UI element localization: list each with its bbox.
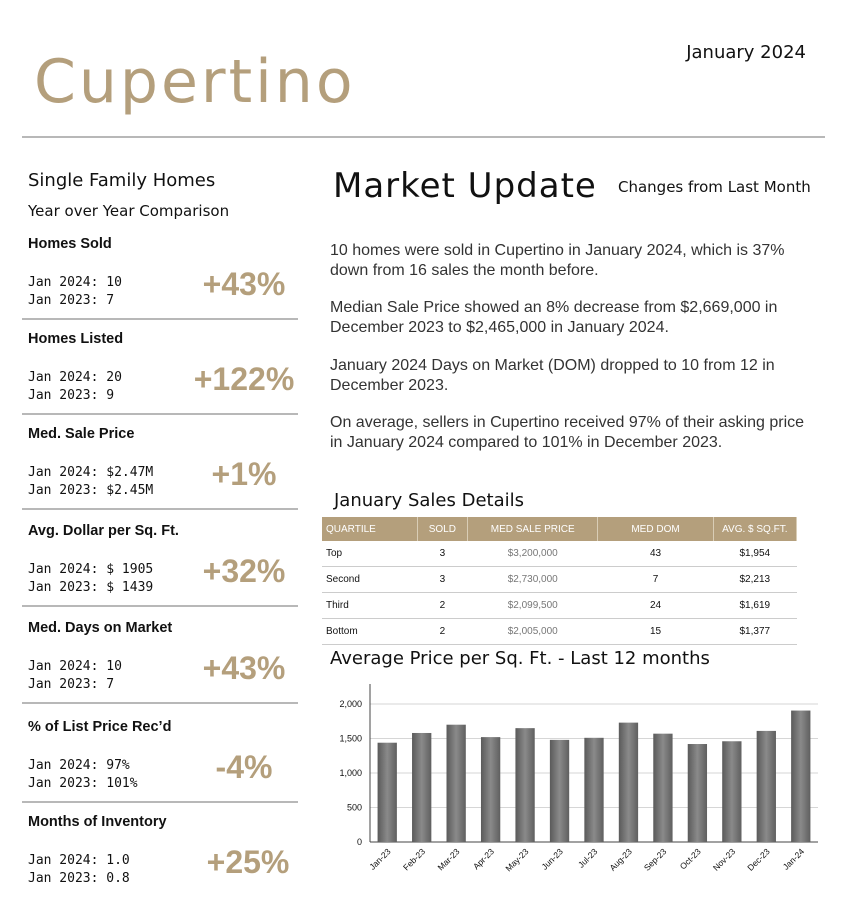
- report-date: January 2024: [686, 42, 806, 63]
- table-cell: $2,213: [713, 567, 796, 593]
- market-paragraph: January 2024 Days on Market (DOM) dropped to 10 from 12 in December 2023.: [330, 357, 775, 394]
- bar: [447, 725, 466, 842]
- bar: [584, 738, 603, 842]
- x-tick-label: Jan-23: [367, 846, 393, 872]
- metric-divider: [22, 508, 298, 510]
- table-row: [322, 541, 797, 567]
- metric-current: Jan 2024: 20: [28, 370, 122, 385]
- table-cell: Second: [322, 567, 417, 593]
- metric-previous: Jan 2023: 101%: [28, 776, 138, 791]
- metric-change: -4%: [215, 749, 273, 785]
- metric-current: Jan 2024: $ 1905: [28, 562, 154, 577]
- table-row: [322, 593, 797, 619]
- y-tick-label: 2,000: [339, 699, 362, 709]
- x-tick-label: Dec-23: [745, 846, 772, 873]
- market-update-subtitle: Changes from Last Month: [618, 178, 811, 196]
- table-cell: $2,730,000: [468, 567, 598, 593]
- metric-block: [22, 331, 298, 415]
- table-cell: $1,619: [713, 593, 796, 619]
- metric-current: Jan 2024: 10: [28, 659, 122, 674]
- table-cell: 3: [417, 567, 467, 593]
- metric-title: Med. Days on Market: [28, 620, 173, 636]
- table-row: [322, 619, 797, 645]
- metric-divider: [22, 605, 298, 607]
- bar: [550, 740, 569, 842]
- sales-details-table: [322, 517, 797, 645]
- metric-block: [22, 719, 298, 803]
- metric-change: +43%: [202, 650, 286, 686]
- metric-block: [22, 620, 298, 704]
- metric-previous: Jan 2023: $ 1439: [28, 580, 154, 595]
- metric-title: Months of Inventory: [28, 814, 167, 830]
- x-tick-label: Aug-23: [607, 846, 634, 873]
- metric-title: Med. Sale Price: [28, 426, 135, 442]
- table-cell: 2: [417, 619, 467, 645]
- table-cell: $3,200,000: [468, 541, 598, 567]
- table-cell: Third: [322, 593, 417, 619]
- col-header: MED SALE PRICE: [468, 517, 598, 541]
- metric-change: +32%: [202, 553, 286, 589]
- x-tick-label: Sep-23: [641, 846, 669, 873]
- x-tick-label: Jan-24: [780, 846, 807, 872]
- x-tick-label: Oct-23: [677, 846, 703, 872]
- x-tick-label: Apr-23: [470, 846, 497, 872]
- y-tick-label: 1,000: [339, 768, 362, 778]
- metric-block: [22, 426, 298, 510]
- bar: [653, 734, 672, 842]
- market-paragraph: Median Sale Price showed an 8% decrease from $2,669,000 in December 2023 to $2,465,000 in January 2024.: [330, 299, 778, 336]
- bar: [757, 731, 776, 842]
- metric-block: [22, 814, 298, 898]
- x-tick-label: Nov-23: [710, 846, 738, 873]
- header-divider: [22, 136, 825, 138]
- metric-block: [22, 236, 298, 320]
- y-tick-label: 500: [346, 802, 362, 813]
- property-type: Single Family Homes: [28, 170, 216, 191]
- metric-previous: Jan 2023: $2.45M: [28, 483, 154, 498]
- metric-previous: Jan 2023: 7: [28, 677, 115, 692]
- table-cell: $2,099,500: [468, 593, 598, 619]
- bar: [481, 737, 500, 842]
- metric-change: +43%: [202, 266, 286, 302]
- metric-current: Jan 2024: $2.47M: [28, 465, 154, 480]
- table-cell: $1,954: [713, 541, 796, 567]
- metric-title: Homes Sold: [28, 236, 112, 252]
- metric-current: Jan 2024: 1.0: [28, 853, 130, 868]
- x-tick-label: May-23: [503, 846, 531, 874]
- x-tick-label: Feb-23: [400, 846, 428, 873]
- table-cell: 2: [417, 593, 467, 619]
- y-tick-label: 1,500: [339, 733, 362, 744]
- y-tick-label: 0: [356, 837, 362, 847]
- table-cell: 15: [598, 619, 713, 645]
- market-paragraph: On average, sellers in Cupertino received 97% of their asking price in January 2024 compared to 101% in December 2023.: [330, 414, 805, 451]
- metric-title: % of List Price Rec’d: [28, 719, 172, 735]
- table-cell: $1,377: [713, 619, 796, 645]
- bar: [722, 741, 741, 842]
- metric-change: +25%: [206, 844, 290, 880]
- table-cell: 43: [598, 541, 713, 567]
- bar: [515, 728, 534, 842]
- table-cell: $2,005,000: [468, 619, 598, 645]
- bar: [378, 743, 397, 842]
- metric-divider: [22, 801, 298, 803]
- city-title: Cupertino: [34, 47, 356, 117]
- metric-block: [22, 523, 298, 607]
- table-row: [322, 567, 797, 593]
- table-cell: 7: [598, 567, 713, 593]
- col-header: SOLD: [417, 517, 467, 541]
- chart-title: Average Price per Sq. Ft. - Last 12 months: [330, 648, 710, 669]
- bar: [412, 733, 431, 842]
- metric-title: Avg. Dollar per Sq. Ft.: [28, 523, 179, 539]
- col-header: MED DOM: [598, 517, 713, 541]
- metric-divider: [22, 702, 298, 704]
- table-header-row: [322, 517, 797, 541]
- bar: [791, 711, 810, 842]
- col-header: QUARTILE: [322, 517, 417, 541]
- table-cell: 24: [598, 593, 713, 619]
- sales-details-title: January Sales Details: [334, 490, 524, 511]
- market-update-title: Market Update: [333, 166, 597, 206]
- x-tick-label: Jul-23: [575, 846, 600, 870]
- bar: [688, 744, 707, 842]
- metric-previous: Jan 2023: 0.8: [28, 871, 130, 886]
- metric-previous: Jan 2023: 7: [28, 293, 115, 308]
- comparison-label: Year over Year Comparison: [28, 202, 230, 220]
- x-tick-label: Jun-23: [539, 846, 565, 872]
- metric-change: +1%: [211, 456, 277, 492]
- metric-divider: [22, 413, 298, 415]
- metric-current: Jan 2024: 97%: [28, 758, 130, 773]
- col-header: AVG. $ SQ.FT.: [713, 517, 796, 541]
- x-tick-label: Mar-23: [435, 846, 462, 873]
- metric-title: Homes Listed: [28, 331, 124, 347]
- table-cell: Bottom: [322, 619, 417, 645]
- market-paragraph: 10 homes were sold in Cupertino in January 2024, which is 37% down from 16 sales the month before.: [330, 242, 785, 279]
- metric-previous: Jan 2023: 9: [28, 388, 115, 403]
- bar: [619, 723, 638, 842]
- table-cell: Top: [322, 541, 417, 567]
- table-cell: 3: [417, 541, 467, 567]
- metric-divider: [22, 318, 298, 320]
- metric-current: Jan 2024: 10: [28, 275, 122, 290]
- metric-change: +122%: [193, 361, 295, 397]
- price-per-sqft-chart: [320, 678, 820, 900]
